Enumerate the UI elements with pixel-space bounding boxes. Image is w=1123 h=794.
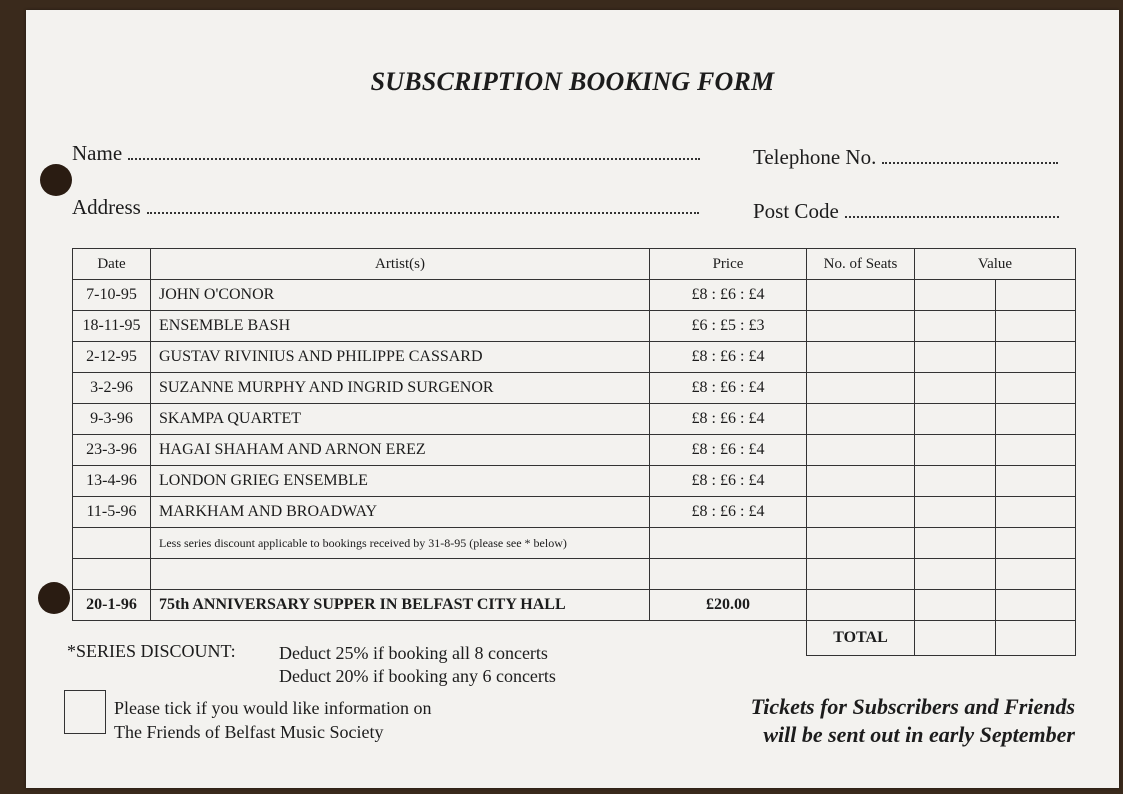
discount-row	[73, 528, 1076, 559]
punch-hole-top	[40, 164, 72, 196]
row-artist: JOHN O'CONOR	[151, 280, 650, 311]
header-artists: Artist(s)	[151, 249, 650, 280]
address-label: Address	[72, 195, 141, 219]
name-label: Name	[72, 141, 123, 165]
value-pence-cell[interactable]	[996, 404, 1076, 435]
table-row	[73, 311, 1076, 342]
friends-info-checkbox[interactable]	[64, 690, 106, 734]
telephone-dotted-line[interactable]	[882, 161, 1058, 164]
friends-info-line-1: Please tick if you would like information on	[114, 698, 432, 718]
supper-price: £20.00	[650, 590, 807, 621]
name-field[interactable]	[72, 141, 700, 166]
seats-cell[interactable]	[807, 466, 915, 497]
tickets-note-line-2: will be sent out in early September	[763, 722, 1075, 747]
row-artist: SKAMPA QUARTET	[151, 404, 650, 435]
discount-note: Less series discount applicable to bookings received by 31-8-95 (please see * below)	[151, 528, 650, 559]
seats-cell[interactable]	[807, 373, 915, 404]
row-date: 7-10-95	[73, 280, 151, 311]
row-artist: ENSEMBLE BASH	[151, 311, 650, 342]
series-discount-label: *SERIES DISCOUNT:	[67, 641, 236, 661]
header-date: Date	[73, 249, 151, 280]
row-date: 11-5-96	[73, 497, 151, 528]
blank-row	[73, 559, 1076, 590]
row-date: 13-4-96	[73, 466, 151, 497]
total-pounds-cell[interactable]	[915, 621, 996, 656]
row-artist: GUSTAV RIVINIUS AND PHILIPPE CASSARD	[151, 342, 650, 373]
value-pence-cell[interactable]	[996, 373, 1076, 404]
blank-price-cell	[650, 559, 807, 590]
concert-table	[72, 248, 1076, 656]
discount-price-cell	[650, 528, 807, 559]
value-pence-cell[interactable]	[996, 435, 1076, 466]
discount-date-cell	[73, 528, 151, 559]
supper-event: 75th ANNIVERSARY SUPPER IN BELFAST CITY HALL	[151, 590, 650, 621]
total-pence-cell[interactable]	[996, 621, 1076, 656]
discount-line-1: Deduct 25% if booking all 8 concerts	[279, 643, 548, 663]
friends-info-line-2: The Friends of Belfast Music Society	[114, 722, 384, 742]
seats-cell[interactable]	[807, 497, 915, 528]
discount-value-pounds-cell[interactable]	[915, 528, 996, 559]
value-pounds-cell[interactable]	[915, 497, 996, 528]
row-price: £8 : £6 : £4	[650, 404, 807, 435]
row-price: £8 : £6 : £4	[650, 497, 807, 528]
row-price: £8 : £6 : £4	[650, 466, 807, 497]
table-row	[73, 342, 1076, 373]
row-date: 18-11-95	[73, 311, 151, 342]
table-row	[73, 435, 1076, 466]
discount-seats-cell[interactable]	[807, 528, 915, 559]
discount-line-2: Deduct 20% if booking any 6 concerts	[279, 666, 556, 686]
table-row	[73, 466, 1076, 497]
table-row	[73, 280, 1076, 311]
row-price: £8 : £6 : £4	[650, 373, 807, 404]
row-price: £8 : £6 : £4	[650, 342, 807, 373]
discount-value-pence-cell[interactable]	[996, 528, 1076, 559]
postcode-field[interactable]	[753, 199, 1059, 224]
tickets-note-line-1: Tickets for Subscribers and Friends	[750, 694, 1075, 719]
blank-date-cell	[73, 559, 151, 590]
value-pounds-cell[interactable]	[915, 404, 996, 435]
total-label: TOTAL	[807, 621, 915, 656]
value-pounds-cell[interactable]	[915, 280, 996, 311]
value-pence-cell[interactable]	[996, 342, 1076, 373]
value-pence-cell[interactable]	[996, 497, 1076, 528]
value-pounds-cell[interactable]	[915, 342, 996, 373]
form-title: SUBSCRIPTION BOOKING FORM	[370, 67, 775, 96]
row-date: 9-3-96	[73, 404, 151, 435]
header-price: Price	[650, 249, 807, 280]
supper-value-pounds-cell[interactable]	[915, 590, 996, 621]
seats-cell[interactable]	[807, 311, 915, 342]
value-pounds-cell[interactable]	[915, 311, 996, 342]
value-pence-cell[interactable]	[996, 311, 1076, 342]
seats-cell[interactable]	[807, 404, 915, 435]
supper-date: 20-1-96	[73, 590, 151, 621]
address-field[interactable]	[72, 195, 699, 220]
table-header-row	[73, 249, 1076, 280]
postcode-dotted-line[interactable]	[845, 215, 1059, 218]
supper-seats-cell[interactable]	[807, 590, 915, 621]
row-date: 3-2-96	[73, 373, 151, 404]
header-seats: No. of Seats	[807, 249, 915, 280]
seats-cell[interactable]	[807, 435, 915, 466]
value-pounds-cell[interactable]	[915, 373, 996, 404]
blank-value-pence-cell[interactable]	[996, 559, 1076, 590]
value-pounds-cell[interactable]	[915, 435, 996, 466]
row-artist: LONDON GRIEG ENSEMBLE	[151, 466, 650, 497]
value-pounds-cell[interactable]	[915, 466, 996, 497]
row-price: £8 : £6 : £4	[650, 280, 807, 311]
address-dotted-line[interactable]	[147, 211, 699, 214]
booking-form-sheet	[26, 10, 1119, 788]
header-value: Value	[915, 249, 1076, 280]
supper-value-pence-cell[interactable]	[996, 590, 1076, 621]
table-row	[73, 373, 1076, 404]
row-price: £8 : £6 : £4	[650, 435, 807, 466]
row-date: 23-3-96	[73, 435, 151, 466]
blank-value-pounds-cell[interactable]	[915, 559, 996, 590]
tickets-note	[751, 693, 1075, 749]
value-pence-cell[interactable]	[996, 280, 1076, 311]
name-dotted-line[interactable]	[128, 157, 700, 160]
table-row	[73, 404, 1076, 435]
row-artist: HAGAI SHAHAM AND ARNON EREZ	[151, 435, 650, 466]
blank-seats-cell[interactable]	[807, 559, 915, 590]
seats-cell[interactable]	[807, 342, 915, 373]
friends-info-text	[114, 696, 431, 744]
punch-hole-bottom	[38, 582, 70, 614]
telephone-field[interactable]	[753, 145, 1058, 170]
row-artist: SUZANNE MURPHY AND INGRID SURGENOR	[151, 373, 650, 404]
supper-row	[73, 590, 1076, 621]
table-row	[73, 497, 1076, 528]
seats-cell[interactable]	[807, 280, 915, 311]
telephone-label: Telephone No.	[753, 145, 877, 169]
row-price: £6 : £5 : £3	[650, 311, 807, 342]
value-pence-cell[interactable]	[996, 466, 1076, 497]
row-date: 2-12-95	[73, 342, 151, 373]
postcode-label: Post Code	[753, 199, 839, 223]
blank-artist-cell	[151, 559, 650, 590]
row-artist: MARKHAM AND BROADWAY	[151, 497, 650, 528]
